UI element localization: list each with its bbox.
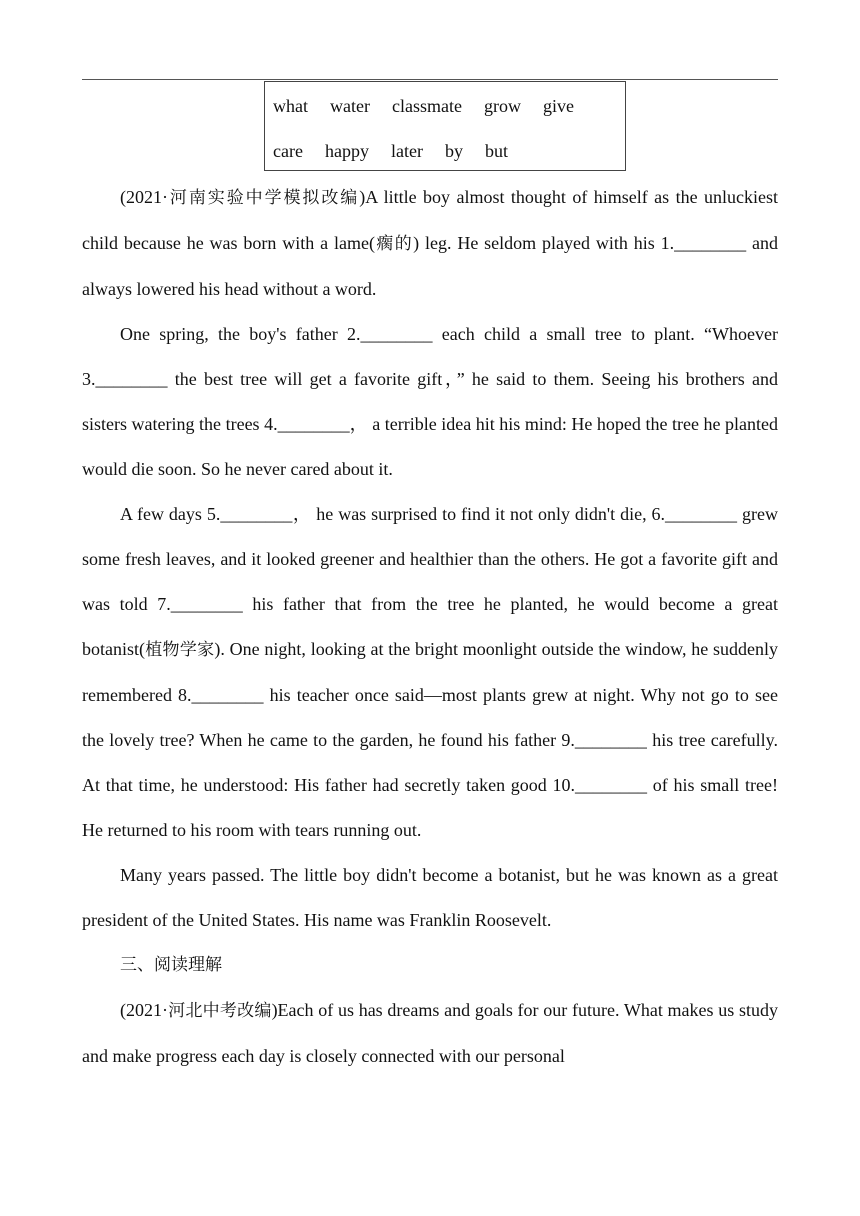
section-heading: 三、阅读理解 bbox=[120, 955, 222, 975]
paragraph-1 bbox=[82, 175, 778, 312]
word-bank-word: what bbox=[273, 96, 308, 116]
word-bank-word: grow bbox=[483, 96, 521, 116]
word-bank-word: care bbox=[273, 141, 303, 161]
word-bank-word: give bbox=[542, 96, 574, 116]
word-bank-word: by bbox=[444, 141, 463, 161]
cloze-passage bbox=[82, 175, 778, 1079]
reading-paragraph bbox=[82, 988, 778, 1079]
top-rule bbox=[82, 79, 778, 80]
paragraph-2: One spring, the boy's father 2.________ each child a small tree to plant. “Whoever 3.________ the best tree will get a favorite gift，” he said to them. Seeing his brothers and sisters watering the trees 4.________， a terrible idea hit his mind: He hoped the tree he planted would die soon. So he never cared about it. bbox=[82, 324, 778, 479]
source-prefix: (2021· bbox=[120, 1000, 168, 1020]
paragraph-text: A few days 5.________， he was surprised to find it not only didn't die, 6.________ grew some fresh leaves, and it looked greener and healthier than the others. He got a favorite gift and was told 7.________ his father that from the tree he planted, he would become a great botanist( bbox=[82, 504, 778, 659]
word-bank-row-2 bbox=[273, 141, 530, 162]
word-bank-row-1 bbox=[273, 96, 596, 117]
word-bank-word: but bbox=[484, 141, 508, 161]
source-label: 河南实验中学模拟改编 bbox=[168, 188, 360, 208]
word-bank-word: classmate bbox=[391, 96, 462, 116]
paragraph-text: )A little boy almost thought of himself as the unluckiest child because he was born with a lame( bbox=[82, 187, 778, 253]
paragraph-text: ). One night, looking at the bright moonlight outside the window, he suddenly remembered 8.________ his teacher once said—most plants grew at night. Why not go to see the lovely tree? When he came to the garden, he found his father 9.________ his tree carefully. At that time, he understood: His father had secretly taken good 10.________ of his small tree! He returned to his room with tears running out. bbox=[82, 639, 778, 840]
paragraph-text: )Each of us has dreams and goals for our future. What makes us study and make progress each day is closely connected with our personal bbox=[82, 1000, 778, 1066]
word-bank-word: happy bbox=[324, 141, 369, 161]
gloss: 植物学家 bbox=[145, 640, 215, 660]
word-bank-box bbox=[264, 81, 626, 171]
paragraph-3 bbox=[82, 492, 778, 853]
word-bank-word: later bbox=[390, 141, 423, 161]
paragraph-4: Many years passed. The little boy didn't become a botanist, but he was known as a great president of the United States. His name was Franklin Roosevelt. bbox=[82, 865, 778, 930]
paragraph-text: ) leg. He seldom played with his 1.________ and always lowered his head without a word. bbox=[82, 233, 778, 299]
gloss: 瘸的 bbox=[374, 234, 414, 254]
word-bank-word: water bbox=[330, 96, 370, 116]
source-prefix: (2021· bbox=[120, 187, 168, 207]
source-label: 河北中考改编 bbox=[168, 1001, 272, 1021]
